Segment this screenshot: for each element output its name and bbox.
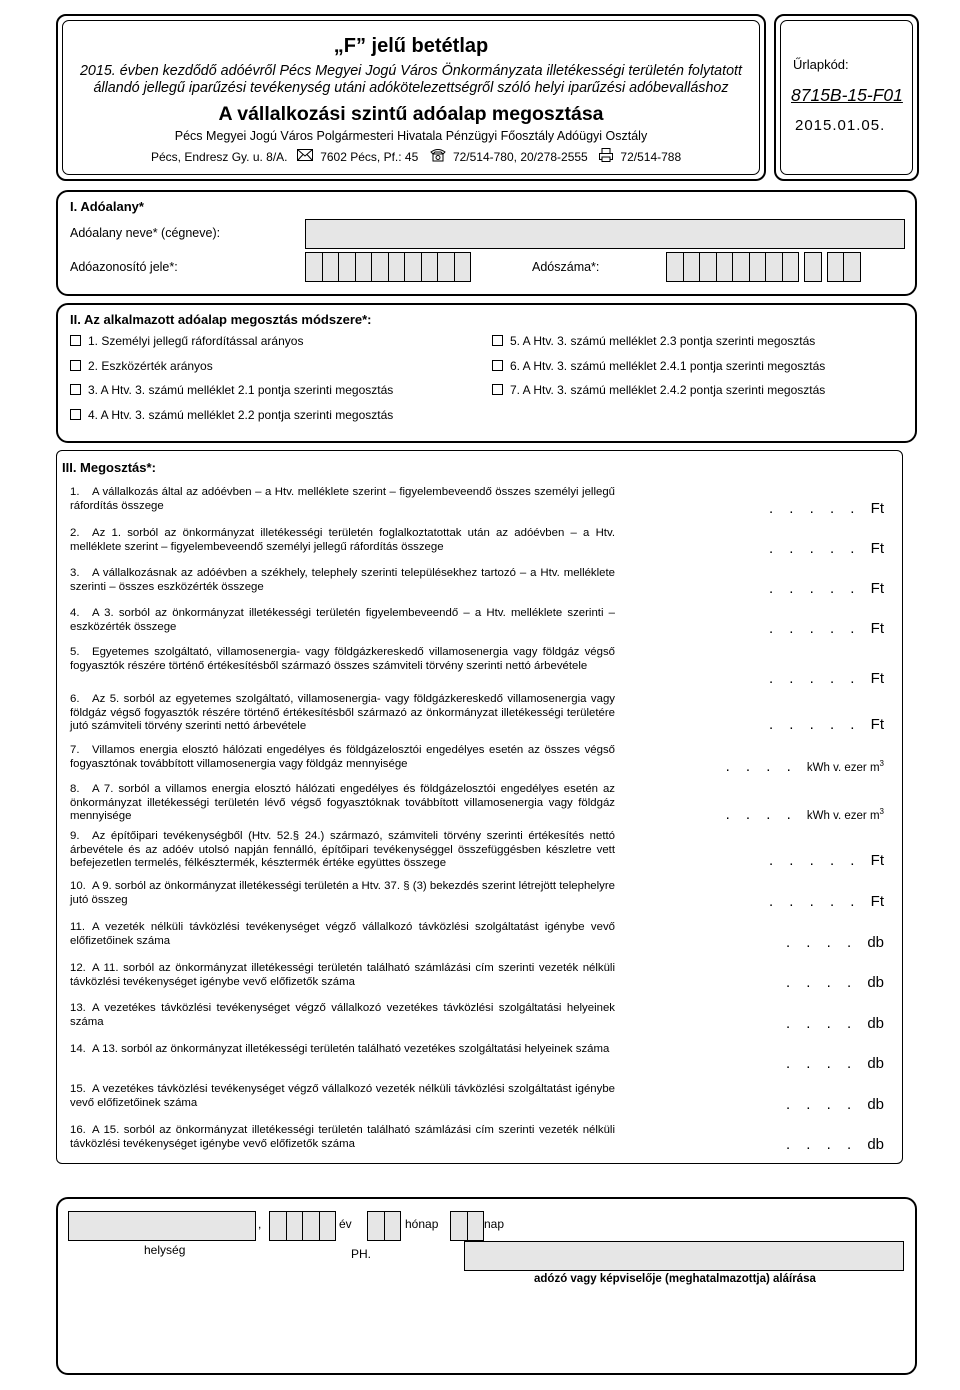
row-number: 10. [70, 880, 86, 892]
year-field[interactable] [269, 1211, 335, 1241]
signature-field[interactable] [464, 1241, 904, 1271]
checkbox-icon[interactable] [70, 335, 81, 346]
row-unit: db [867, 1096, 884, 1113]
distribution-row [70, 880, 615, 907]
section-distribution-title: III. Megosztás*: [62, 460, 156, 475]
row-text: A vezetékes távközlési tevékenységet végző vállalkozó vezeték nélküli távközlési szolgáltatást igénybe vevő előfizetőinek száma [70, 1083, 615, 1109]
method-option-4[interactable]: 4. A Htv. 3. számú melléklet 2.2 pontja szerinti megosztás [70, 408, 393, 422]
row-value-field[interactable] [769, 540, 884, 557]
row-number: 15. [70, 1083, 86, 1095]
row-unit: Ft [870, 500, 884, 517]
value-dots: . . . . [785, 1136, 868, 1153]
comma-label: , [258, 1217, 262, 1231]
fax-number: 72/514-788 [620, 149, 682, 164]
value-dots: . . . . [725, 806, 807, 823]
row-value-field[interactable] [769, 670, 884, 687]
row-number: 1. [70, 486, 80, 498]
row-unit: Ft [870, 620, 884, 637]
row-number: 8. [70, 783, 80, 795]
method-option-6[interactable]: 6. A Htv. 3. számú melléklet 2.4.1 pontja szerinti megosztás [492, 359, 825, 373]
row-value-field[interactable] [786, 974, 884, 991]
row-unit: Ft [870, 716, 884, 733]
distribution-row [70, 1083, 615, 1110]
value-dots: . . . . . [768, 852, 871, 869]
value-dots: . . . . [785, 1015, 868, 1032]
contact-line [151, 148, 681, 165]
row-value-field[interactable] [786, 1096, 884, 1113]
taxpayer-name-label: Adóalany neve* (cégneve): [70, 226, 221, 240]
tax-id-label: Adóazonosító jele*: [70, 260, 178, 274]
distribution-row [70, 486, 615, 513]
row-value-field[interactable] [769, 620, 884, 637]
row-value-field[interactable] [786, 1055, 884, 1072]
row-unit: db [867, 1136, 884, 1153]
distribution-row [70, 567, 615, 594]
section-taxpayer [56, 190, 917, 296]
distribution-row [70, 607, 615, 634]
row-text: A 9. sorból az önkormányzat illetékességi területén a Htv. 37. § (3) bekezdés szerint létrejött telephelyre jutó összeg [70, 880, 615, 906]
row-value-field[interactable] [786, 1136, 884, 1153]
taxpayer-name-field[interactable] [305, 219, 905, 249]
row-text: A 7. sorból a villamos energia elosztó hálózati engedélyes és földgázelosztói engedélyes esetén az önkormányzat illetékességi területén lévő végső fogyasztóknak továbbított villamosenergia vagy földgáz mennyisége [70, 783, 615, 822]
distribution-row [70, 921, 615, 948]
row-number: 2. [70, 527, 80, 539]
place-field[interactable] [68, 1211, 256, 1241]
row-unit: Ft [870, 893, 884, 910]
month-field[interactable] [367, 1211, 400, 1241]
phone-icon [430, 148, 446, 165]
row-text: Egyetemes szolgáltató, villamosenergia- vagy földgázkereskedő villamosenergia vagy földgáz végső fogyasztók részére történő értékesítésből származó összes számviteli törvény szerinti nettó árbevétele [70, 646, 615, 672]
row-number: 9. [70, 830, 80, 842]
header-box [56, 14, 766, 181]
row-text: Az építőipari tevékenységből (Htv. 52.§ 24.) származó, számviteli törvény szerinti értékesítés nettó árbevétele és az adóév utolsó napján fennálló, építőipari tevékenységgel összefüggésben készletre vett befejezetlen termelés, félkésztermék, késztermék értéke együttes összege [70, 830, 615, 869]
row-value-field[interactable] [769, 852, 884, 869]
distribution-row [70, 962, 615, 989]
day-label: nap [484, 1217, 505, 1231]
tax-id-field[interactable] [305, 252, 470, 282]
distribution-row [70, 830, 615, 871]
method-option-5[interactable]: 5. A Htv. 3. számú melléklet 2.3 pontja szerinti megosztás [492, 334, 815, 348]
row-text: A 15. sorból az önkormányzat illetékességi területén található számlázási cím szerinti vezeték nélküli távközlési tevékenységet igénybe vevő előfizetők száma [70, 1124, 615, 1150]
row-unit: Ft [870, 852, 884, 869]
form-code-label: Űrlapkód: [793, 57, 849, 72]
value-dots: . . . . [785, 934, 868, 951]
row-number: 6. [70, 693, 80, 705]
distribution-row [70, 693, 615, 734]
row-number: 3. [70, 567, 80, 579]
row-unit: db [867, 934, 884, 951]
place-label: helység [144, 1243, 186, 1257]
row-unit: db [867, 1055, 884, 1072]
envelope-icon [297, 149, 313, 164]
form-code-box [774, 14, 919, 181]
checkbox-icon[interactable] [492, 360, 503, 371]
row-number: 11. [70, 921, 85, 933]
distribution-row [70, 646, 615, 673]
distribution-row [70, 1124, 615, 1151]
header-inner [62, 20, 760, 175]
method-option-1[interactable]: 1. Személyi jellegű ráfordítással arányos [70, 334, 303, 348]
year-label: év [339, 1217, 352, 1231]
postal-address: 7602 Pécs, Pf.: 45 [320, 149, 419, 164]
method-option-7[interactable]: 7. A Htv. 3. számú melléklet 2.4.2 pontja szerinti megosztás [492, 383, 825, 397]
row-text: A vezetékes távközlési tevékenységet végző vállalkozó vezetékes távközlési szolgáltatási helyeinek száma [70, 1002, 615, 1028]
checkbox-icon[interactable] [492, 384, 503, 395]
signer-label: adózó vagy képviselője (meghatalmazottja) aláírása [534, 1273, 816, 1285]
distribution-row [70, 1043, 615, 1057]
row-value-field[interactable] [786, 1015, 884, 1032]
value-dots: . . . . [785, 1055, 868, 1072]
intro-line-2: állandó jellegű iparűzési tevékenység utáni adókötelezettségről szóló helyi iparűzési adóbevalláshoz [93, 80, 729, 96]
row-value-field[interactable] [786, 934, 884, 951]
form-code-value: 8715B-15-F01 [791, 85, 903, 105]
row-text: A 13. sorból az önkormányzat illetékességi területén található vezetékes szolgáltatási helyeinek száma [92, 1043, 610, 1055]
checkbox-icon[interactable] [492, 335, 503, 346]
section-method-title: II. Az alkalmazott adóalap megosztás módszere*: [70, 312, 372, 327]
fax-icon [599, 148, 613, 165]
value-dots: . . . . . [768, 893, 871, 910]
month-label: hónap [405, 1217, 439, 1231]
tax-number-label: Adószáma*: [532, 260, 600, 274]
row-number: 12. [70, 962, 86, 974]
day-field[interactable] [450, 1211, 483, 1241]
row-unit: Ft [870, 580, 884, 597]
value-dots: . . . . . [768, 670, 871, 687]
office-name: Pécs Megyei Jogú Város Polgármesteri Hivatala Pénzügyi Főosztály Adóügyi Osztály [174, 129, 648, 143]
row-text: A vállalkozásnak az adóévben a székhely, telephely szerinti településekhez tartozó – a Htv. melléklete szerinti – összes eszközérték összege [70, 567, 615, 593]
unit-superscript: 3 [879, 807, 884, 817]
row-text: A vállalkozás által az adóévben – a Htv. melléklete szerint – figyelembeveendő összes személyi jellegű ráfordítás összege [70, 486, 615, 512]
phone-numbers: 72/514-780, 20/278-2555 [452, 149, 588, 164]
row-number: 13. [70, 1002, 86, 1014]
value-dots: . . . . [725, 758, 807, 775]
method-option-2[interactable]: 2. Eszközérték arányos [70, 359, 213, 373]
distribution-row [70, 744, 615, 771]
form-title: „F” jelű betétlap [333, 35, 489, 57]
row-value-field[interactable] [769, 580, 884, 597]
row-unit: db [867, 974, 884, 991]
unit-superscript: 3 [879, 759, 884, 769]
row-text: A vezeték nélküli távközlési tevékenységet végző vállalkozó távközlési szolgáltatást igénybe vevő előfizetőinek száma [70, 921, 615, 947]
checkbox-icon[interactable] [70, 360, 81, 371]
value-dots: . . . . [785, 974, 868, 991]
value-dots: . . . . [785, 1096, 868, 1113]
tax-number-field[interactable] [666, 252, 860, 282]
row-unit: db [867, 1015, 884, 1032]
row-value-field[interactable] [726, 758, 884, 775]
value-dots: . . . . . [768, 540, 871, 557]
row-unit: Ft [870, 670, 884, 687]
value-dots: . . . . . [768, 500, 871, 517]
form-code-date: 2015.01.05. [795, 117, 886, 134]
section-method [56, 303, 917, 443]
ph-label: PH. [351, 1247, 372, 1261]
row-number: 5. [70, 646, 80, 658]
method-option-3[interactable]: 3. A Htv. 3. számú melléklet 2.1 pontja szerinti megosztás [70, 383, 393, 397]
row-unit: kWh v. ezer m [806, 810, 880, 822]
row-value-field[interactable] [769, 500, 884, 517]
row-text: A 11. sorból az önkormányzat illetékességi területén található számlázási cím szerinti vezeték nélküli távközlési tevékenységet igénybe vevő előfizetők száma [70, 962, 615, 988]
row-value-field[interactable] [769, 893, 884, 910]
intro-line-1: 2015. évben kezdődő adóévről Pécs Megyei Jogú Város Önkormányzata illetékességi területén folytatott [79, 63, 742, 79]
signature-section [56, 1197, 917, 1375]
distribution-row [70, 527, 615, 554]
value-dots: . . . . . [768, 580, 871, 597]
row-value-field[interactable] [769, 716, 884, 733]
form-code-inner [780, 20, 913, 175]
checkbox-icon[interactable] [70, 384, 81, 395]
address: Pécs, Endresz Gy. u. 8/A. [151, 149, 288, 164]
row-unit: Ft [870, 540, 884, 557]
distribution-row [70, 1002, 615, 1029]
checkbox-icon[interactable] [70, 409, 81, 420]
row-number: 4. [70, 607, 80, 619]
row-number: 16. [70, 1124, 86, 1136]
row-value-field[interactable] [726, 806, 884, 823]
value-dots: . . . . . [768, 716, 871, 733]
section-taxpayer-title: I. Adóalany* [70, 199, 144, 214]
row-number: 7. [70, 744, 80, 756]
row-unit: kWh v. ezer m [806, 762, 880, 774]
distribution-row [70, 783, 615, 824]
form-subtitle: A vállalkozási szintű adóalap megosztása [218, 103, 604, 125]
row-text: Az 1. sorból az önkormányzat illetékességi területén foglalkoztatottak után az adóévben – a Htv. melléklete szerint – figyelembeveendő személyi jellegű ráfordítás összege [70, 527, 615, 553]
row-text: Az 5. sorból az egyetemes szolgáltató, villamosenergia- vagy földgázkereskedő villamosenergia vagy földgáz végső fogyasztók részére történő értékesítésből származó az önkormányzat illetékességi területére jutó számviteli törvény szerinti nettó árbevétele [70, 693, 615, 732]
value-dots: . . . . . [768, 620, 871, 637]
row-text: Villamos energia elosztó hálózati engedélyes és földgázelosztói engedélyes esetén az összes végső fogyasztónak továbbított villamosenergia vagy földgáz mennyisége [70, 744, 615, 770]
row-number: 14. [70, 1043, 86, 1055]
row-text: A 3. sorból az önkormányzat illetékességi területén figyelembeveendő – a Htv. melléklete szerinti – eszközérték összege [70, 607, 615, 633]
